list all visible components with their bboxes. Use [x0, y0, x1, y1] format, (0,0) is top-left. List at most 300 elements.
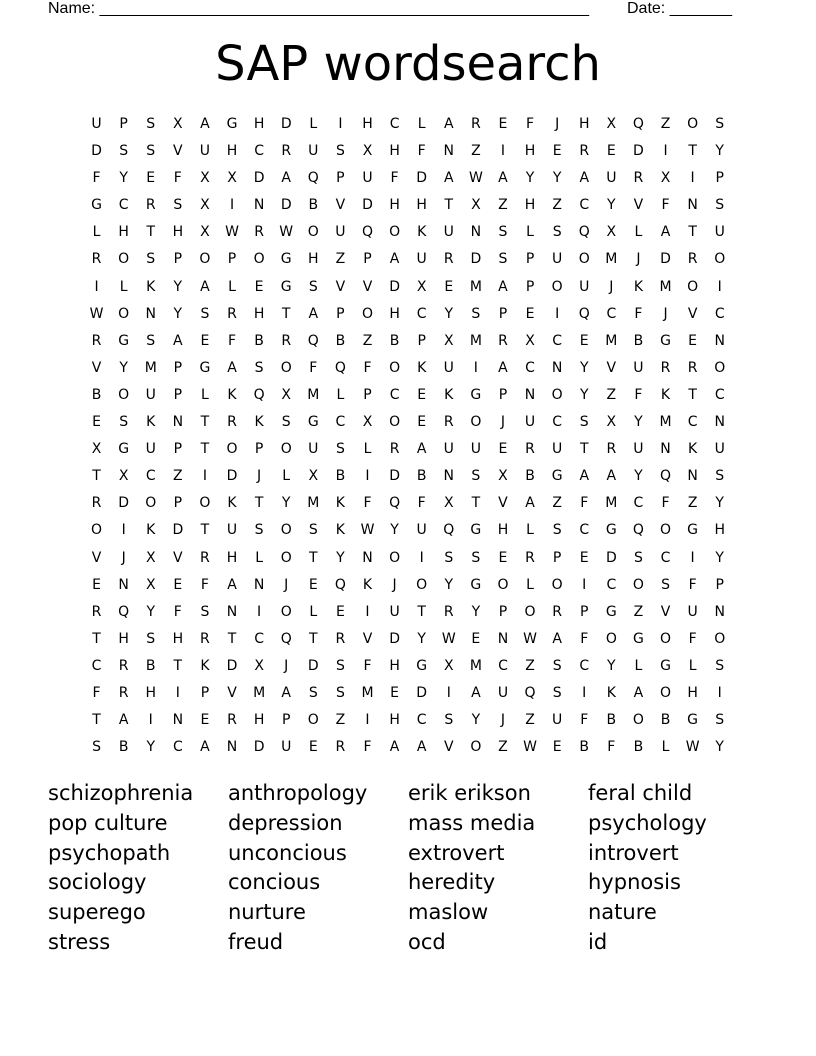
grid-letter: Y	[119, 170, 128, 187]
grid-letter: X	[471, 197, 481, 214]
grid-letter: O	[660, 522, 672, 539]
grid-letter: P	[173, 251, 183, 268]
grid-letter: D	[307, 657, 319, 674]
grid-letter: T	[200, 522, 210, 539]
grid-letter: K	[146, 278, 156, 295]
grid-letter: J	[500, 414, 506, 431]
grid-letter: C	[579, 657, 590, 674]
grid-letter: O	[632, 576, 644, 593]
grid-letter: O	[280, 441, 292, 458]
grid-letter: S	[254, 359, 264, 376]
grid-letter: Q	[307, 332, 319, 349]
grid-letter: P	[498, 305, 508, 322]
grid-letter: X	[498, 468, 508, 485]
grid-letter: W	[685, 739, 700, 756]
word-list-item: anthropology	[228, 781, 368, 805]
grid-letter: L	[363, 441, 372, 458]
grid-letter: R	[227, 305, 237, 322]
grid-letter: K	[335, 495, 345, 512]
grid-letter: A	[200, 278, 210, 295]
grid-letter: A	[498, 170, 508, 187]
grid-letter: S	[552, 657, 562, 674]
grid-letter: C	[714, 386, 725, 403]
grid-letter: R	[335, 630, 346, 647]
grid-letter: O	[551, 278, 563, 295]
grid-letter: H	[714, 522, 725, 539]
grid-letter: H	[172, 630, 184, 647]
grid-letter: L	[201, 386, 209, 403]
grid-letter: X	[281, 386, 291, 403]
grid-letter: L	[526, 576, 534, 593]
grid-letter: A	[173, 332, 183, 349]
grid-letter: Y	[173, 305, 183, 322]
grid-letter: N	[687, 468, 698, 485]
grid-letter: W	[225, 224, 239, 241]
grid-letter: G	[660, 657, 671, 674]
grid-letter: D	[362, 197, 373, 214]
grid-letter: O	[578, 251, 590, 268]
grid-letter: P	[173, 359, 183, 376]
grid-letter: U	[362, 170, 373, 187]
grid-letter: J	[284, 576, 289, 593]
grid-letter: G	[280, 278, 292, 295]
grid-letter: S	[146, 332, 156, 349]
grid-letter: J	[121, 549, 126, 566]
grid-letter: O	[199, 495, 211, 512]
grid-letter: U	[91, 116, 102, 132]
grid-letter: H	[226, 549, 238, 566]
word-list-item: unconcious	[228, 840, 347, 865]
grid-letter: E	[688, 332, 698, 349]
grid-letter: X	[443, 332, 454, 349]
grid-letter: G	[551, 468, 563, 485]
grid-letter: Y	[715, 739, 724, 756]
grid-letter: P	[227, 251, 237, 268]
grid-letter: C	[579, 522, 590, 539]
grid-letter: B	[606, 712, 617, 729]
grid-letter: Q	[280, 630, 292, 647]
grid-letter: H	[389, 197, 400, 214]
grid-letter: J	[500, 712, 506, 729]
grid-letter: K	[688, 441, 698, 458]
grid-letter: D	[226, 657, 238, 674]
grid-letter: N	[497, 630, 509, 647]
grid-letter: D	[416, 170, 428, 187]
grid-letter: U	[416, 522, 427, 539]
grid-letter: G	[91, 197, 102, 214]
grid-letter: F	[363, 359, 372, 376]
grid-letter: D	[91, 143, 102, 160]
word-list-item: maslow	[408, 900, 489, 925]
grid-letter: Y	[471, 712, 481, 729]
grid-letter: S	[119, 414, 129, 431]
grid-letter: D	[253, 170, 265, 187]
grid-letter: S	[92, 739, 101, 756]
grid-letter: R	[200, 630, 210, 647]
grid-letter: O	[524, 603, 536, 620]
grid-letter: F	[173, 170, 182, 187]
grid-letter: L	[336, 386, 345, 403]
grid-letter: T	[281, 305, 291, 322]
grid-letter: Y	[525, 170, 535, 187]
grid-letter: K	[254, 414, 264, 431]
grid-letter: B	[579, 739, 590, 756]
grid-letter: D	[280, 197, 292, 214]
grid-letter: Y	[634, 414, 643, 431]
grid-letter: E	[606, 143, 616, 160]
grid-letter: S	[661, 576, 670, 593]
grid-letter: E	[173, 576, 183, 593]
grid-letter: Y	[444, 305, 454, 322]
grid-letter: D	[172, 522, 184, 539]
grid-letter: Z	[471, 143, 481, 160]
grid-letter: O	[307, 712, 319, 729]
grid-letter: E	[92, 576, 101, 593]
grid-letter: M	[469, 278, 482, 295]
grid-letter: O	[551, 576, 563, 593]
grid-letter: D	[416, 684, 428, 701]
grid-letter: O	[660, 684, 672, 701]
grid-letter: Q	[578, 224, 590, 241]
grid-letter: R	[579, 143, 590, 160]
grid-letter: A	[416, 441, 427, 458]
grid-letter: E	[308, 739, 318, 756]
grid-letter: Q	[334, 576, 346, 593]
grid-letter: X	[362, 143, 373, 160]
grid-letter: X	[118, 468, 129, 485]
grid-letter: M	[605, 251, 618, 268]
grid-letter: T	[92, 468, 101, 485]
grid-letter: K	[335, 522, 345, 539]
grid-letter: U	[308, 143, 319, 160]
grid-letter: M	[361, 684, 374, 701]
grid-letter: J	[609, 278, 614, 295]
grid-letter: V	[633, 197, 644, 214]
grid-letter: B	[308, 197, 319, 214]
grid-letter: F	[390, 170, 399, 187]
grid-letter: P	[254, 441, 264, 458]
grid-letter: G	[199, 359, 211, 376]
grid-letter: S	[335, 143, 345, 160]
grid-letter: N	[172, 414, 184, 431]
grid-letter: L	[119, 278, 128, 295]
grid-letter: P	[336, 305, 345, 322]
grid-letter: Y	[607, 197, 616, 214]
grid-letter: R	[498, 332, 508, 349]
grid-letter: A	[200, 739, 210, 756]
grid-letter: M	[469, 332, 482, 349]
grid-letter: D	[253, 739, 265, 756]
grid-letter: O	[416, 576, 428, 593]
grid-letter: T	[200, 441, 210, 458]
grid-letter: N	[253, 576, 265, 593]
grid-letter: R	[335, 739, 346, 756]
grid-letter: O	[389, 224, 401, 241]
grid-letter: E	[308, 576, 318, 593]
grid-letter: T	[688, 143, 697, 160]
grid-letter: B	[91, 386, 102, 403]
grid-letter: S	[146, 143, 156, 160]
grid-letter: K	[606, 684, 616, 701]
grid-letter: S	[715, 116, 725, 132]
grid-letter: P	[525, 278, 535, 295]
grid-letter: G	[660, 332, 671, 349]
grid-letter: C	[606, 576, 617, 593]
grid-letter: H	[118, 630, 129, 647]
grid-letter: E	[390, 684, 399, 701]
grid-letter: I	[257, 603, 262, 620]
grid-letter: G	[605, 522, 617, 539]
grid-letter: F	[92, 684, 101, 701]
date-field-label: Date: _______	[627, 0, 732, 17]
grid-letter: E	[444, 278, 454, 295]
grid-letter: U	[199, 143, 211, 160]
grid-letter: O	[118, 386, 130, 403]
grid-letter: O	[118, 251, 130, 268]
grid-letter: O	[226, 441, 238, 458]
grid-letter: N	[524, 386, 536, 403]
grid-letter: I	[419, 549, 424, 566]
grid-letter: O	[470, 414, 482, 431]
grid-letter: U	[416, 251, 427, 268]
grid-letter: I	[365, 712, 370, 729]
grid-letter: F	[363, 495, 372, 512]
grid-letter: O	[687, 278, 699, 295]
grid-letter: Q	[660, 468, 672, 485]
grid-letter: K	[660, 386, 671, 403]
grid-letter: C	[579, 197, 590, 214]
grid-letter: V	[606, 359, 617, 376]
grid-letter: U	[579, 278, 590, 295]
grid-letter: N	[443, 143, 454, 160]
grid-letter: Z	[525, 712, 535, 729]
grid-letter: Y	[281, 495, 291, 512]
grid-letter: X	[227, 170, 237, 187]
grid-letter: X	[606, 414, 617, 431]
grid-letter: L	[526, 522, 534, 539]
grid-letter: O	[389, 359, 401, 376]
grid-letter: P	[200, 684, 210, 701]
grid-letter: I	[582, 684, 587, 701]
letter-grid	[83, 111, 733, 761]
grid-letter: U	[552, 441, 563, 458]
grid-letter: Z	[633, 603, 644, 620]
grid-letter: Z	[498, 197, 508, 214]
grid-letter: M	[469, 657, 482, 674]
grid-letter: X	[200, 197, 210, 214]
grid-letter: S	[146, 251, 156, 268]
grid-letter: C	[498, 657, 508, 674]
grid-letter: F	[607, 739, 616, 756]
grid-letter: T	[309, 630, 318, 647]
grid-letter: O	[307, 224, 319, 241]
grid-letter: E	[498, 549, 508, 566]
grid-letter: J	[284, 657, 289, 674]
grid-letter: X	[416, 278, 427, 295]
grid-letter: B	[335, 332, 346, 349]
grid-letter: B	[633, 739, 644, 756]
grid-letter: P	[525, 251, 535, 268]
grid-letter: S	[254, 522, 264, 539]
grid-letter: R	[91, 603, 102, 620]
grid-letter: D	[280, 116, 292, 132]
grid-letter: Y	[173, 278, 183, 295]
grid-letter: T	[688, 386, 697, 403]
grid-letter: N	[253, 197, 265, 214]
grid-letter: P	[281, 712, 291, 729]
grid-letter: R	[443, 251, 454, 268]
grid-letter: Z	[687, 495, 698, 512]
grid-letter: T	[471, 495, 481, 512]
grid-letter: L	[417, 116, 426, 132]
grid-letter: W	[89, 305, 104, 322]
grid-letter: A	[389, 251, 400, 268]
grid-letter: B	[335, 468, 346, 485]
grid-letter: G	[470, 576, 482, 593]
grid-letter: W	[441, 630, 456, 647]
grid-letter: R	[91, 251, 102, 268]
grid-letter: F	[661, 197, 670, 214]
grid-letter: G	[118, 441, 130, 458]
grid-letter: S	[715, 712, 725, 729]
grid-letter: Y	[715, 549, 724, 566]
grid-letter: D	[226, 468, 238, 485]
grid-letter: M	[144, 359, 157, 376]
grid-letter: M	[659, 278, 672, 295]
grid-letter: X	[660, 170, 671, 187]
grid-letter: O	[199, 251, 211, 268]
grid-letter: F	[526, 116, 535, 132]
grid-letter: I	[500, 143, 506, 160]
grid-letter: Y	[715, 495, 724, 512]
grid-letter: H	[389, 657, 400, 674]
grid-letter: O	[280, 603, 292, 620]
grid-letter: Z	[498, 739, 508, 756]
grid-letter: A	[281, 684, 291, 701]
grid-letter: Y	[119, 359, 128, 376]
word-list	[48, 779, 768, 958]
grid-letter: Y	[146, 603, 156, 620]
grid-letter: R	[552, 603, 562, 620]
grid-letter: O	[389, 549, 401, 566]
grid-letter: O	[118, 305, 130, 322]
grid-letter: A	[606, 468, 617, 485]
grid-letter: A	[227, 359, 237, 376]
grid-letter: S	[308, 684, 318, 701]
word-list-item: depression	[228, 810, 343, 835]
grid-letter: U	[714, 224, 725, 241]
grid-letter: O	[714, 359, 726, 376]
grid-letter: S	[200, 603, 210, 620]
grid-letter: U	[633, 359, 644, 376]
grid-letter: U	[687, 603, 698, 620]
grid-letter: X	[145, 549, 156, 566]
grid-letter: A	[498, 359, 508, 376]
word-list-item: id	[588, 929, 608, 954]
grid-letter: T	[254, 495, 264, 512]
word-list-item: extrovert	[408, 840, 505, 865]
grid-letter: E	[471, 630, 481, 647]
grid-letter: D	[470, 251, 482, 268]
grid-letter: F	[309, 359, 318, 376]
name-field-label: Name: _______________________________________________________	[48, 0, 589, 17]
grid-letter: X	[91, 441, 102, 458]
grid-letter: Q	[307, 170, 319, 187]
grid-letter: N	[118, 576, 129, 593]
grid-letter: R	[200, 549, 210, 566]
grid-letter: K	[146, 522, 156, 539]
grid-letter: U	[552, 712, 563, 729]
grid-letter: A	[118, 712, 129, 729]
grid-letter: R	[633, 170, 644, 187]
grid-letter: L	[228, 278, 236, 295]
grid-letter: L	[688, 657, 697, 674]
grid-letter: V	[91, 359, 102, 376]
grid-letter: V	[335, 278, 346, 295]
grid-letter: T	[444, 197, 454, 214]
grid-letter: W	[468, 170, 483, 187]
grid-letter: X	[200, 170, 210, 187]
grid-letter: A	[633, 684, 644, 701]
grid-letter: T	[92, 630, 101, 647]
grid-letter: S	[633, 549, 643, 566]
grid-letter: Y	[444, 576, 454, 593]
grid-letter: Z	[335, 712, 346, 729]
grid-letter: E	[552, 739, 562, 756]
grid-letter: I	[202, 468, 207, 485]
grid-letter: F	[173, 603, 182, 620]
grid-letter: A	[227, 576, 237, 593]
grid-letter: U	[308, 441, 319, 458]
grid-letter: P	[417, 332, 426, 349]
grid-letter: I	[717, 278, 722, 295]
grid-letter: N	[172, 712, 184, 729]
word-list-item: ocd	[408, 929, 446, 954]
grid-letter: S	[498, 251, 508, 268]
grid-letter: H	[226, 143, 238, 160]
grid-letter: I	[94, 278, 99, 295]
grid-letter: X	[200, 224, 210, 241]
grid-letter: H	[253, 305, 265, 322]
grid-letter: G	[416, 657, 428, 674]
grid-letter: P	[173, 495, 183, 512]
grid-letter: N	[714, 414, 725, 431]
grid-letter: U	[145, 386, 156, 403]
grid-letter: F	[634, 386, 643, 403]
grid-letter: Y	[579, 359, 589, 376]
grid-letter: I	[717, 684, 722, 701]
grid-letter: N	[145, 305, 156, 322]
grid-letter: U	[524, 414, 536, 431]
grid-letter: E	[579, 332, 589, 349]
grid-letter: J	[636, 251, 641, 268]
grid-letter: K	[200, 657, 210, 674]
word-list-item: superego	[48, 900, 146, 925]
grid-letter: C	[416, 712, 427, 729]
grid-letter: C	[254, 630, 264, 647]
grid-letter: A	[281, 170, 291, 187]
grid-letter: F	[363, 739, 372, 756]
grid-letter: R	[227, 414, 237, 431]
grid-letter: Y	[471, 603, 481, 620]
grid-letter: H	[253, 116, 265, 132]
grid-letter: D	[660, 251, 671, 268]
grid-letter: P	[498, 386, 508, 403]
grid-letter: U	[226, 522, 238, 539]
grid-letter: P	[173, 441, 183, 458]
grid-letter: C	[687, 414, 698, 431]
grid-letter: O	[605, 630, 617, 647]
